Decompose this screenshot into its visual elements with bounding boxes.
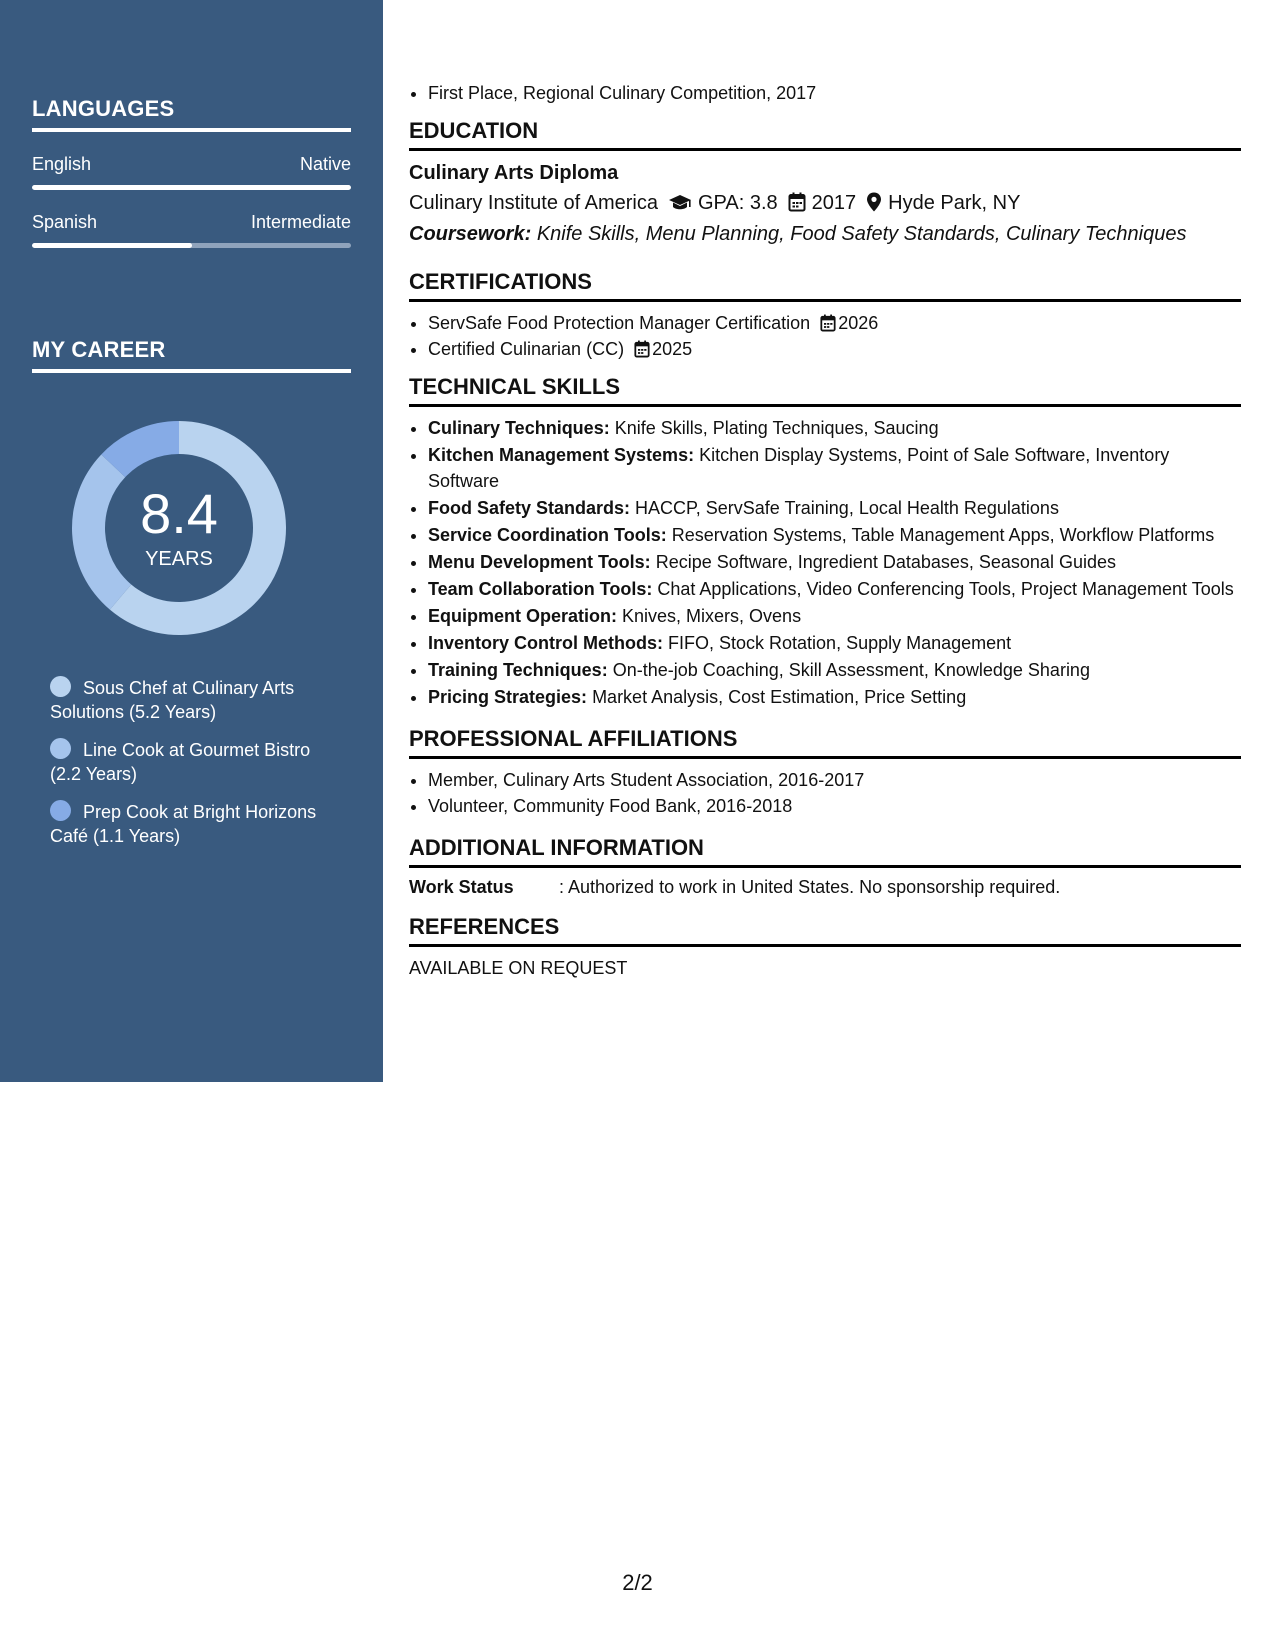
- skill-item: [428, 415, 1241, 441]
- certifications-list: [409, 310, 1241, 362]
- affiliations-list: [409, 767, 1241, 819]
- sidebar: [0, 0, 383, 1082]
- skill-value: Knife Skills, Plating Techniques, Saucing: [614, 418, 939, 438]
- skill-value: Recipe Software, Ingredient Databases, Seasonal Guides: [655, 552, 1116, 572]
- career-total-unit: YEARS: [145, 547, 213, 570]
- references-text: AVAILABLE ON REQUEST: [409, 958, 628, 978]
- skill-item: [428, 684, 1241, 710]
- skill-label: Team Collaboration Tools:: [428, 579, 653, 599]
- certification-name: ServSafe Food Protection Manager Certification: [428, 313, 811, 333]
- language-name: Spanish: [32, 212, 98, 232]
- awards-list: [409, 80, 1241, 106]
- career-legend: [50, 676, 340, 862]
- career-section: [32, 337, 351, 373]
- coursework-label: Coursework:: [409, 223, 532, 245]
- language-proficiency-bar: [32, 185, 351, 190]
- career-legend-item: [50, 800, 340, 848]
- certification-name: Certified Culinarian (CC): [428, 339, 625, 359]
- skill-label: Food Safety Standards:: [428, 498, 631, 518]
- legend-dot: [50, 800, 71, 821]
- skill-item: [428, 576, 1241, 602]
- skill-label: Training Techniques:: [428, 660, 608, 680]
- skill-value: Kitchen Display Systems, Point of Sale Software, Inventory Software: [428, 445, 1170, 491]
- skill-label: Inventory Control Methods:: [428, 633, 663, 653]
- calendar-icon: [820, 314, 836, 332]
- skill-value: On-the-job Coaching, Skill Assessment, Knowledge Sharing: [612, 660, 1090, 680]
- skill-item: [428, 657, 1241, 683]
- education-year: 2017: [811, 192, 857, 214]
- main-content: [409, 80, 1241, 981]
- skill-label: Pricing Strategies:: [428, 687, 588, 707]
- education-title: EDUCATION: [409, 118, 1241, 151]
- career-heading: MY CAREER: [32, 337, 351, 373]
- skill-label: Menu Development Tools:: [428, 552, 651, 572]
- education-details: [409, 187, 1241, 219]
- location-pin-icon: [866, 192, 882, 212]
- education-gpa: GPA: 3.8: [698, 192, 778, 214]
- language-proficiency-bar: [32, 243, 351, 248]
- education-coursework: [409, 219, 1241, 249]
- work-status-label: Work Status: [409, 877, 514, 897]
- skill-item: [428, 603, 1241, 629]
- skill-value: HACCP, ServSafe Training, Local Health Regulations: [635, 498, 1059, 518]
- certification-year: 2025: [652, 339, 693, 359]
- skill-label: Equipment Operation:: [428, 606, 617, 626]
- career-legend-item: [50, 738, 340, 786]
- language-item: [32, 154, 351, 190]
- skill-value: Reservation Systems, Table Management Apps, Workflow Platforms: [671, 525, 1215, 545]
- work-status-value: : Authorized to work in United States. No sponsorship required.: [559, 877, 1061, 897]
- career-donut-chart: [66, 415, 292, 641]
- career-legend-label: Prep Cook at Bright Horizons Café (1.1 Years): [50, 802, 317, 846]
- skill-item: [428, 495, 1241, 521]
- language-proficiency-fill: [32, 243, 192, 248]
- affiliation-item: • Volunteer, Community Food Bank, 2016-2018: [428, 793, 1241, 819]
- certifications-title: CERTIFICATIONS: [409, 269, 1241, 302]
- education-degree: Culinary Arts Diploma: [409, 162, 619, 184]
- certification-item: [428, 310, 1241, 336]
- skill-value: Knives, Mixers, Ovens: [622, 606, 802, 626]
- calendar-icon: [634, 340, 650, 358]
- skill-item: [428, 442, 1241, 494]
- skill-item: [428, 549, 1241, 575]
- skills-list: [409, 415, 1241, 710]
- additional-info-title: ADDITIONAL INFORMATION: [409, 835, 1241, 868]
- career-legend-label: Sous Chef at Culinary Arts Solutions (5.2 Years): [50, 678, 295, 722]
- legend-dot: [50, 738, 71, 759]
- languages-section: [32, 96, 351, 248]
- skill-label: Kitchen Management Systems:: [428, 445, 695, 465]
- career-total-years: 8.4: [140, 481, 218, 545]
- career-legend-label: Line Cook at Gourmet Bistro (2.2 Years): [50, 740, 311, 784]
- work-status-row: [409, 874, 1241, 900]
- certification-year: 2026: [838, 313, 879, 333]
- skill-value: Market Analysis, Cost Estimation, Price Setting: [592, 687, 967, 707]
- language-level: Native: [299, 154, 351, 174]
- donut-center: [66, 415, 292, 641]
- coursework-value: Knife Skills, Menu Planning, Food Safety Standards, Culinary Techniques: [536, 223, 1187, 245]
- skill-label: Service Coordination Tools:: [428, 525, 667, 545]
- affiliation-item: • Member, Culinary Arts Student Association, 2016-2017: [428, 767, 1241, 793]
- skill-item: [428, 522, 1241, 548]
- career-legend-item: [50, 676, 340, 724]
- award-item: • First Place, Regional Culinary Competition, 2017: [428, 80, 1241, 106]
- education-location: Hyde Park, NY: [888, 192, 1021, 214]
- references-title: REFERENCES: [409, 914, 1241, 947]
- language-name: English: [32, 154, 92, 174]
- language-proficiency-fill: [32, 185, 351, 190]
- language-level: Intermediate: [250, 212, 351, 232]
- skill-value: FIFO, Stock Rotation, Supply Management: [668, 633, 1012, 653]
- skill-value: Chat Applications, Video Conferencing Tools, Project Management Tools: [657, 579, 1234, 599]
- page-number: 2/2: [622, 1570, 653, 1595]
- education-school: Culinary Institute of America: [409, 192, 658, 214]
- calendar-icon: [788, 192, 806, 212]
- affiliations-title: PROFESSIONAL AFFILIATIONS: [409, 726, 1241, 759]
- skills-title: TECHNICAL SKILLS: [409, 374, 1241, 407]
- graduation-cap-icon: [668, 194, 692, 212]
- skill-label: Culinary Techniques:: [428, 418, 610, 438]
- languages-heading: LANGUAGES: [32, 96, 351, 132]
- legend-dot: [50, 676, 71, 697]
- language-item: [32, 212, 351, 248]
- certification-item: [428, 336, 1241, 362]
- skill-item: [428, 630, 1241, 656]
